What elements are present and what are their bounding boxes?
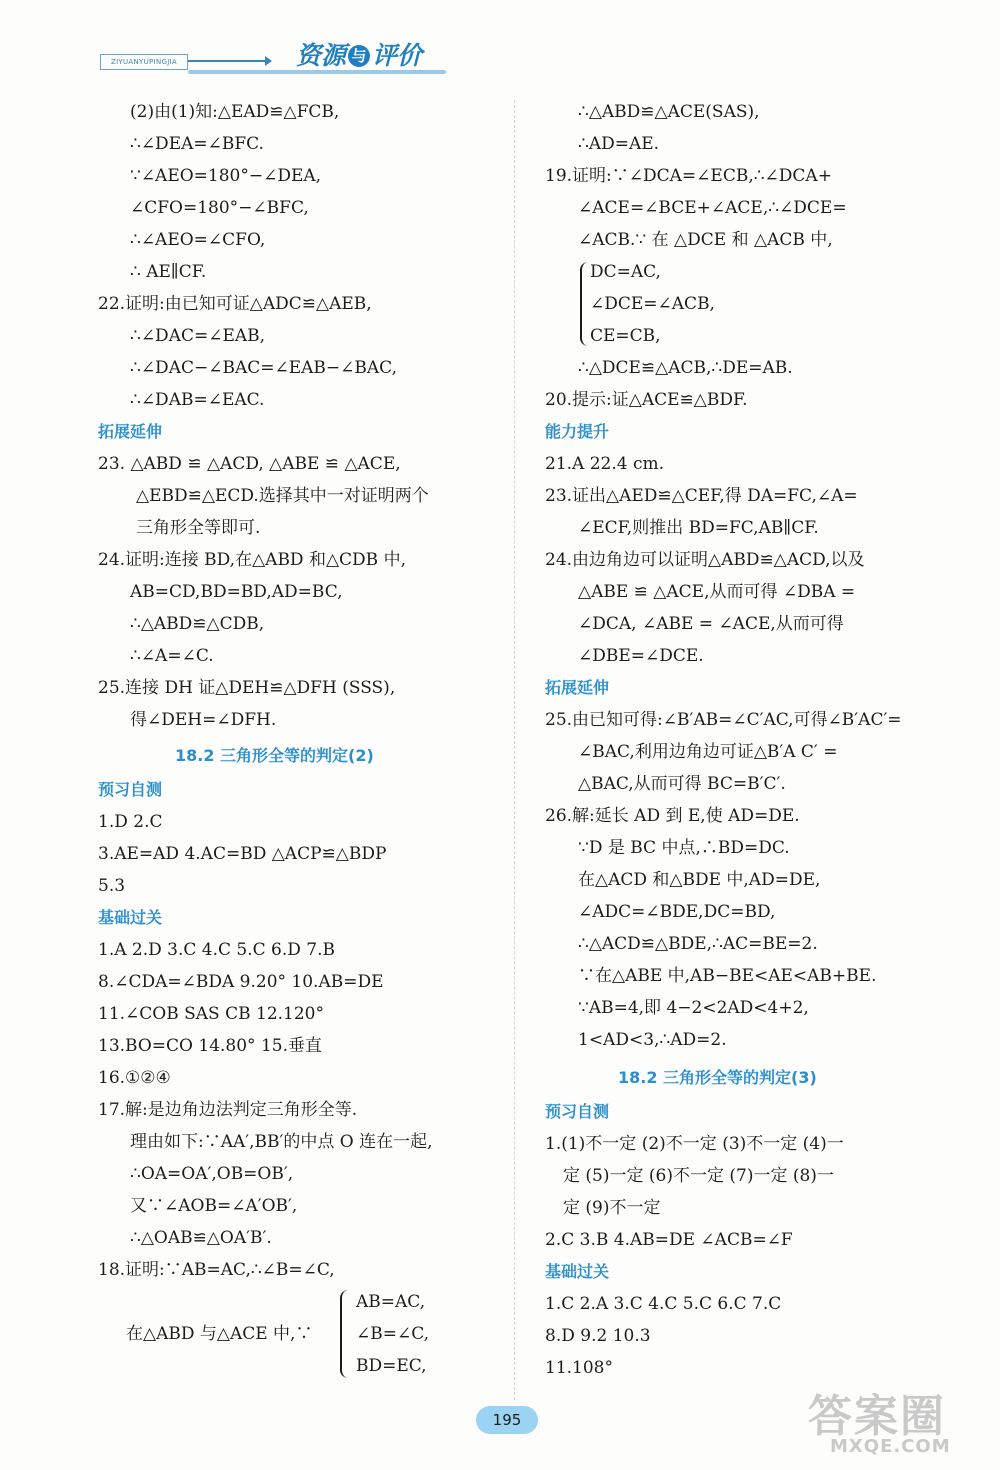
right-text-line: ∵D 是 BC 中点,∴BD=DC.: [578, 838, 790, 858]
right-text-line: 定 (9)不一定: [563, 1198, 661, 1218]
section-title: 18.2 三角形全等的判定(2): [175, 746, 374, 765]
left-text-line: BD=EC,: [356, 1356, 427, 1376]
section-title: 18.2 三角形全等的判定(3): [618, 1068, 817, 1087]
subsection-heading: 基础过关: [545, 1262, 610, 1281]
right-text-line: ∠ADC=∠BDE,DC=BD,: [578, 902, 776, 922]
left-text-line: ∴OA=OA′,OB=OB′,: [130, 1164, 294, 1184]
watermark: [800, 1380, 990, 1464]
right-text-line: 定 (5)一定 (6)不一定 (7)一定 (8)一: [563, 1166, 834, 1186]
left-text-line: ∴∠DAB=∠EAC.: [130, 390, 265, 410]
left-text-line: 理由如下:∵AA′,BB′的中点 O 连在一起,: [130, 1132, 433, 1152]
right-text-line: ∠ACE=∠BCE+∠ACE,∴∠DCE=: [578, 198, 847, 218]
left-text-line: 8.∠CDA=∠BDA 9.20° 10.AB=DE: [98, 972, 384, 992]
right-text-line: ∠DBE=∠DCE.: [578, 646, 704, 666]
left-text-line: ∴ AE∥CF.: [130, 262, 207, 282]
page-header: [100, 36, 423, 82]
left-text-line: 5.3: [98, 876, 126, 896]
right-text-line: ∵AB=4,即 4−2<2AD<4+2,: [578, 998, 809, 1018]
left-text-line: △EBD≌△ECD.选择其中一对证明两个: [136, 486, 429, 506]
right-text-line: 2.C 3.B 4.AB=DE ∠ACB=∠F: [545, 1230, 793, 1250]
right-text-line: 26.解:延长 AD 到 E,使 AD=DE.: [545, 806, 800, 826]
right-text-line: ∵在△ABE 中,AB−BE<AE<AB+BE.: [578, 966, 877, 986]
left-text-line: (2)由(1)知:△EAD≌△FCB,: [130, 102, 340, 122]
subsection-heading: 拓展延伸: [545, 678, 610, 697]
left-text-line: 在△ABD 与△ACE 中,∵: [126, 1324, 313, 1344]
left-text-line: 24.证明:连接 BD,在△ABD 和△CDB 中,: [98, 550, 406, 570]
right-text-line: ∴△DCE≌△ACB,∴DE=AB.: [578, 358, 793, 378]
left-text-line: 17.解:是边角边法判定三角形全等.: [98, 1100, 358, 1120]
header-title-part1: 资源: [296, 41, 347, 70]
left-text-line: 13.BO=CO 14.80° 15.垂直: [98, 1036, 322, 1056]
subsection-heading: 基础过关: [98, 908, 163, 927]
watermark-url: MXQE.COM: [830, 1436, 951, 1457]
subsection-heading: 预习自测: [545, 1102, 610, 1121]
column-divider: [514, 100, 515, 1400]
right-text-line: ∠DCA, ∠ABE = ∠ACE,从而可得: [578, 614, 844, 634]
left-text-line: 得∠DEH=∠DFH.: [130, 710, 277, 730]
right-text-line: 1<AD<3,∴AD=2.: [578, 1030, 727, 1050]
left-text-line: 25.连接 DH 证△DEH≌△DFH (SSS),: [98, 678, 396, 698]
right-text-line: ∴△ABD≌△ACE(SAS),: [578, 102, 760, 122]
right-text-line: 在△ACD 和△BDE 中,AD=DE,: [578, 870, 821, 890]
subsection-heading: 能力提升: [545, 422, 610, 441]
left-text-line: ∴∠A=∠C.: [130, 646, 214, 666]
brace-right-q19: [580, 262, 592, 346]
right-text-line: 24.由边角边可以证明△ABD≌△ACD,以及: [545, 550, 865, 570]
right-text-line: 8.D 9.2 10.3: [545, 1326, 651, 1346]
left-text-line: ∠CFO=180°−∠BFC,: [130, 198, 309, 218]
watermark-logo: 答案圈: [808, 1391, 946, 1442]
right-text-line: ∴AD=AE.: [578, 134, 660, 154]
page-number: 195: [476, 1406, 538, 1434]
left-text-line: 三角形全等即可.: [136, 518, 261, 538]
left-text-line: 3.AE=AD 4.AC=BD △ACP≌△BDP: [98, 844, 387, 864]
right-text-line: 23.证出△AED≌△CEF,得 DA=FC,∠A=: [545, 486, 858, 506]
left-text-line: 又∵∠AOB=∠A′OB′,: [130, 1196, 298, 1216]
left-text-line: ∴∠AEO=∠CFO,: [130, 230, 266, 250]
left-text-line: ∴∠DAC−∠BAC=∠EAB−∠BAC,: [130, 358, 397, 378]
header-title: [296, 36, 422, 72]
right-text-line: ∠BAC,利用边角边可证△B′A C′ =: [578, 742, 838, 762]
right-text-line: DC=AC,: [590, 262, 661, 282]
brace-left-q18: [340, 1290, 354, 1378]
arrow-icon: [188, 60, 268, 62]
right-text-line: △ABE ≌ △ACE,从而可得 ∠DBA =: [578, 582, 856, 602]
right-text-line: 1.C 2.A 3.C 4.C 5.C 6.C 7.C: [545, 1294, 782, 1314]
left-text-line: ∴∠DEA=∠BFC.: [130, 134, 264, 154]
header-title-yu: 与: [348, 45, 370, 67]
left-text-line: ∵∠AEO=180°−∠DEA,: [130, 166, 322, 186]
right-text-line: ∴△ACD≌△BDE,∴AC=BE=2.: [578, 934, 818, 954]
left-text-line: ∠B=∠C,: [356, 1324, 430, 1344]
left-text-line: 16.①②④: [98, 1068, 171, 1088]
header-title-part2: 评价: [372, 41, 423, 70]
right-text-line: CE=CB,: [590, 326, 661, 346]
left-text-line: 18.证明:∵AB=AC,∴∠B=∠C,: [98, 1260, 335, 1280]
left-text-line: 11.∠COB SAS CB 12.120°: [98, 1004, 324, 1024]
right-text-line: ∠DCE=∠ACB,: [590, 294, 715, 314]
left-text-line: 1.D 2.C: [98, 812, 163, 832]
right-text-line: ∠ECF,则推出 BD=FC,AB∥CF.: [578, 518, 819, 538]
left-text-line: AB=AC,: [356, 1292, 426, 1312]
right-text-line: 11.108°: [545, 1358, 613, 1378]
left-text-line: AB=CD,BD=BD,AD=BC,: [130, 582, 343, 602]
subsection-heading: 预习自测: [98, 780, 163, 799]
right-text-line: 21.A 22.4 cm.: [545, 454, 665, 474]
left-text-line: ∴△ABD≌△CDB,: [130, 614, 265, 634]
header-pinyin: ZIYUANYUPINGJIA: [100, 54, 188, 70]
right-text-line: 25.由已知可得:∠B′AB=∠C′AC,可得∠B′AC′=: [545, 710, 902, 730]
subsection-heading: 拓展延伸: [98, 422, 163, 441]
right-text-line: ∠ACB.∵ 在 △DCE 和 △ACB 中,: [578, 230, 833, 250]
right-text-line: 20.提示:证△ACE≌△BDF.: [545, 390, 748, 410]
right-text-line: 19.证明:∵∠DCA=∠ECB,∴∠DCA+: [545, 166, 832, 186]
left-text-line: 23. △ABD ≌ △ACD, △ABE ≌ △ACE,: [98, 454, 401, 474]
left-text-line: ∴∠DAC=∠EAB,: [130, 326, 266, 346]
left-text-line: 22.证明:由已知可证△ADC≌△AEB,: [98, 294, 372, 314]
right-text-line: △BAC,从而可得 BC=B′C′.: [578, 774, 786, 794]
left-text-line: ∴△OAB≌△OA′B′.: [130, 1228, 272, 1248]
right-text-line: 1.(1)不一定 (2)不一定 (3)不一定 (4)一: [545, 1134, 844, 1154]
left-text-line: 1.A 2.D 3.C 4.C 5.C 6.D 7.B: [98, 940, 336, 960]
